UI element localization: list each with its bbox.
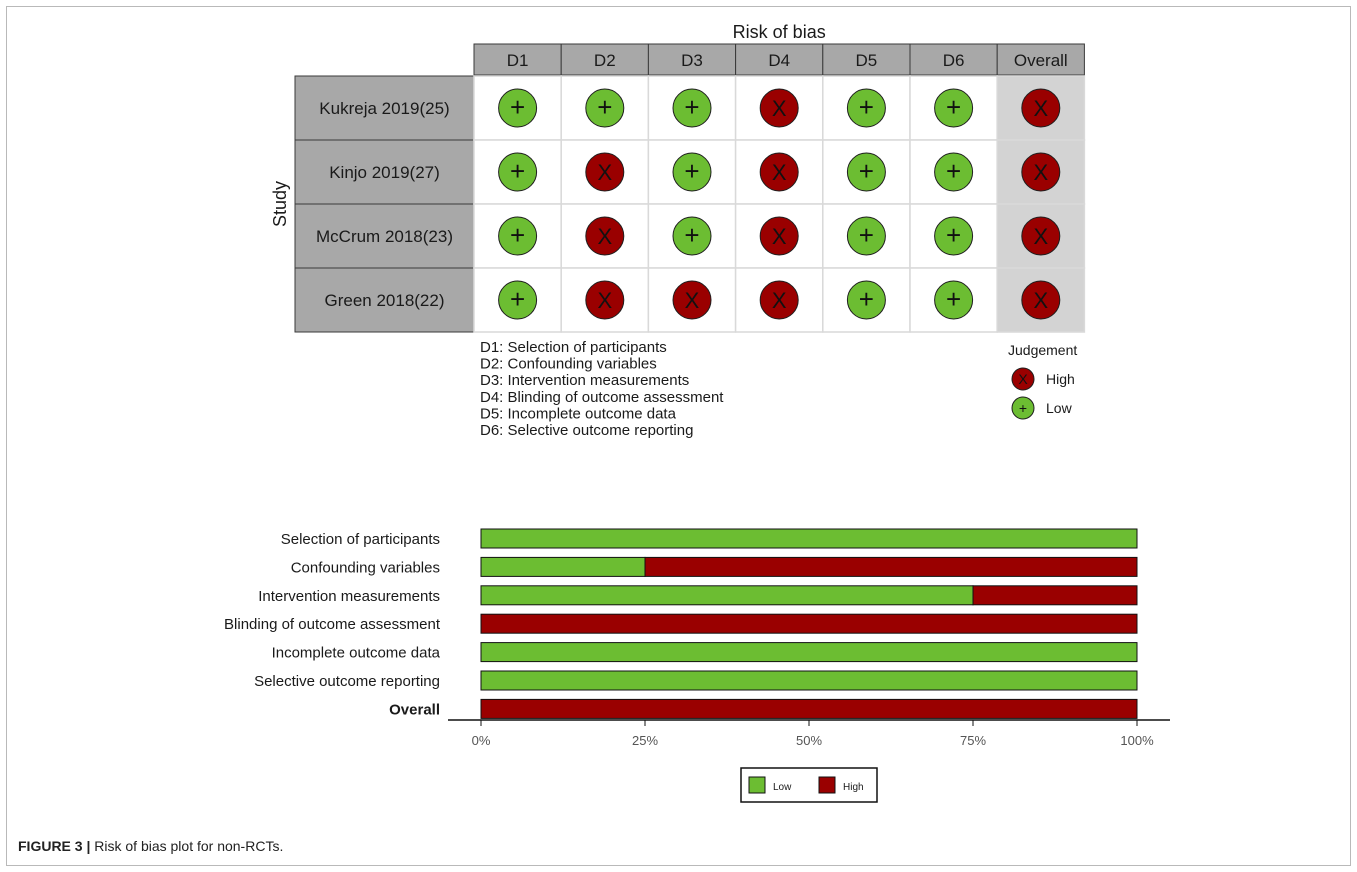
study-label-3: McCrum 2018(23) <box>316 227 453 246</box>
judgement-symbol-r1-d3: + <box>684 92 700 122</box>
bar-high-overall <box>481 699 1137 718</box>
judgement-legend-label-low: Low <box>1046 400 1072 416</box>
domain-key-item-2: D2: Confounding variables <box>480 355 657 373</box>
bar-low-incomplete-outcome-data <box>481 643 1137 662</box>
bar-category-label-selective-outcome-reporting: Selective outcome reporting <box>254 673 440 690</box>
bar-low-intervention-measurements <box>481 586 973 605</box>
bar-x-tick-label-1: 0% <box>471 733 491 748</box>
judgement-symbol-r3-d1: + <box>510 220 526 250</box>
bar-x-tick-label-4: 75% <box>959 733 987 748</box>
bar-high-confounding-variables <box>645 557 1137 576</box>
judgement-legend-symbol-low: + <box>1018 400 1028 416</box>
study-label-1: Kukreja 2019(25) <box>319 99 450 118</box>
judgement-symbol-r3-d3: + <box>684 220 700 250</box>
domain-key-item-5: D5: Incomplete outcome data <box>480 405 676 423</box>
bar-category-label-blinding-of-outcome-assessment: Blinding of outcome assessment <box>224 616 440 634</box>
bar-legend-swatch-high <box>819 777 835 793</box>
bar-category-label-incomplete-outcome-data: Incomplete outcome data <box>271 644 440 662</box>
bar-category-label-selection-of-participants: Selection of participants <box>280 531 440 548</box>
judgement-symbol-r3-d6: + <box>946 220 962 250</box>
bar-low-selective-outcome-reporting <box>481 671 1137 690</box>
domain-header-label-d6: D6 <box>942 51 965 70</box>
judgement-symbol-r2-overall: X <box>1033 160 1049 185</box>
judgement-symbol-r2-d4: X <box>771 160 787 185</box>
judgement-symbol-r3-overall: X <box>1033 224 1049 249</box>
study-label-4: Green 2018(22) <box>324 291 445 310</box>
domain-header-label-d1: D1 <box>506 51 529 70</box>
domain-key-item-6: D6: Selective outcome reporting <box>480 422 694 439</box>
judgement-legend-label-high: High <box>1046 371 1075 387</box>
bar-low-selection-of-participants <box>481 529 1137 548</box>
bar-category-label-overall: Overall <box>389 701 440 719</box>
domain-key-item-1: D1: Selection of participants <box>480 339 667 356</box>
judgement-symbol-r3-d2: X <box>597 224 613 249</box>
bar-legend-label-high: High <box>843 782 864 793</box>
bar-low-confounding-variables <box>481 557 645 576</box>
judgement-legend-symbol-high: X <box>1018 371 1028 387</box>
judgement-symbol-r3-d5: + <box>858 220 874 250</box>
caption-label: FIGURE 3 | <box>18 838 91 854</box>
domain-header-label-d3: D3 <box>681 51 703 70</box>
caption-text: Risk of bias plot for non-RCTs. <box>90 838 284 854</box>
bar-x-tick-label-3: 50% <box>795 733 823 748</box>
bar-legend-swatch-low <box>749 777 765 793</box>
bar-legend-label-low: Low <box>773 782 792 793</box>
judgement-symbol-r4-overall: X <box>1033 288 1049 313</box>
domain-header-label-d4: D4 <box>768 51 791 70</box>
judgement-symbol-r2-d5: + <box>858 156 874 186</box>
domain-header-label-d2: D2 <box>593 51 616 70</box>
judgement-symbol-r4-d3: X <box>684 288 700 313</box>
judgement-symbol-r1-d1: + <box>510 92 526 122</box>
judgement-symbol-r4-d5: + <box>858 284 874 314</box>
bar-x-tick-label-2: 25% <box>631 733 659 748</box>
judgement-symbol-r2-d6: + <box>946 156 962 186</box>
judgement-symbol-r1-d2: + <box>597 92 613 122</box>
judgement-symbol-r4-d4: X <box>771 288 787 313</box>
bar-category-label-confounding-variables: Confounding variables <box>290 559 440 577</box>
judgement-symbol-r2-d2: X <box>597 160 613 185</box>
judgement-symbol-r4-d1: + <box>510 284 526 314</box>
judgement-legend-title: Judgement <box>1008 342 1078 358</box>
table-title: Risk of bias <box>732 22 826 42</box>
domain-key-item-4: D4: Blinding of outcome assessment <box>480 388 724 406</box>
judgement-symbol-r1-d5: + <box>858 92 874 122</box>
judgement-symbol-r4-d2: X <box>597 288 613 313</box>
study-label-2: Kinjo 2019(27) <box>329 163 440 182</box>
judgement-symbol-r2-d3: + <box>684 156 700 186</box>
judgement-symbol-r2-d1: + <box>510 156 526 186</box>
figure-caption <box>18 838 283 854</box>
domain-header-label-d5: D5 <box>855 51 878 70</box>
judgement-symbol-r1-d6: + <box>946 92 962 122</box>
bar-x-tick-label-5: 100% <box>1120 733 1154 748</box>
table-y-axis-label: Study <box>270 180 290 228</box>
judgement-symbol-r3-d4: X <box>771 224 787 249</box>
judgement-symbol-r1-d4: X <box>771 96 787 121</box>
bar-high-blinding-of-outcome-assessment <box>481 614 1137 633</box>
bar-high-intervention-measurements <box>973 586 1137 605</box>
judgement-symbol-r4-d6: + <box>946 284 962 314</box>
domain-key-item-3: D3: Intervention measurements <box>480 372 690 390</box>
judgement-symbol-r1-overall: X <box>1033 96 1049 121</box>
bar-category-label-intervention-measurements: Intervention measurements <box>258 587 440 605</box>
domain-header-label-overall: Overall <box>1013 51 1068 70</box>
